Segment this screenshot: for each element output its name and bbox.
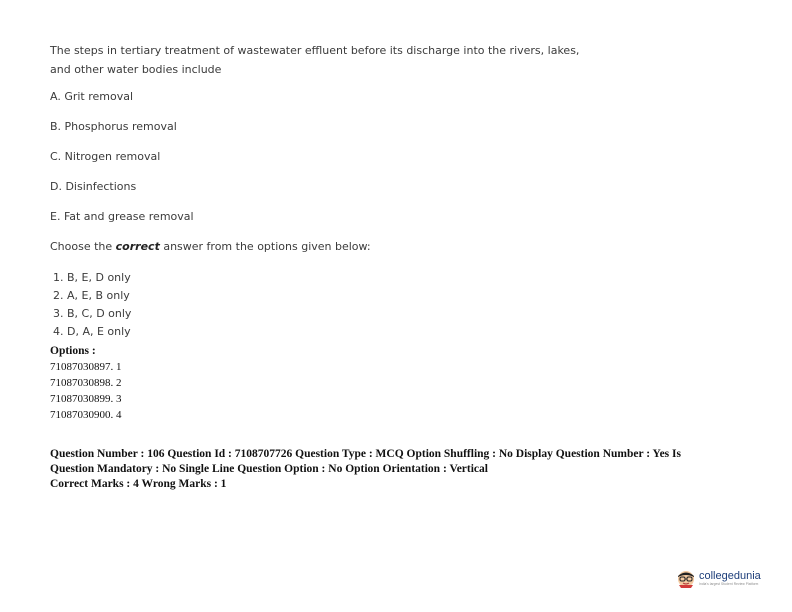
statement-b: B. Phosphorus removal [50, 120, 177, 133]
question-meta [50, 447, 750, 476]
answer-3: 3. B, C, D only [53, 307, 132, 320]
answer-1: 1. B, E, D only [53, 271, 131, 284]
collegedunia-logo [676, 565, 772, 591]
logo-name: collegedunia [699, 570, 761, 582]
answer-4: 4. D, A, E only [53, 325, 131, 338]
meta-line-1: Question Number : 106 Question Id : 7108707726 Question Type : MCQ Option Shuffling : No Display Question Number : Yes Is [50, 448, 681, 460]
choose-prefix: Choose the [50, 240, 116, 253]
question-line-2: and other water bodies include [50, 63, 222, 76]
statement-c: C. Nitrogen removal [50, 150, 161, 163]
statement-e: E. Fat and grease removal [50, 210, 194, 223]
meta-line-2: Question Mandatory : No Single Line Question Option : No Option Orientation : Vertical [50, 462, 488, 475]
statement-d: D. Disinfections [50, 180, 137, 193]
logo-tagline: India's largest Student Review Platform [699, 582, 759, 586]
question-text [50, 41, 650, 79]
choose-suffix: answer from the options given below: [159, 240, 371, 253]
marks-line: Correct Marks : 4 Wrong Marks : 1 [50, 478, 227, 490]
choose-instruction [50, 240, 371, 253]
statement-a: A. Grit removal [50, 90, 134, 103]
question-line-1: The steps in tertiary treatment of wastewater effluent before its discharge into the rivers, lakes, [50, 44, 580, 57]
option-item-4: 71087030900. 4 [50, 409, 122, 421]
choose-bold: correct [115, 240, 160, 253]
student-mascot-icon [676, 568, 696, 588]
option-item-1: 71087030897. 1 [50, 361, 122, 373]
option-item-3: 71087030899. 3 [50, 393, 122, 405]
option-item-2: 71087030898. 2 [50, 377, 122, 389]
options-title: Options : [50, 345, 96, 357]
answer-2: 2. A, E, B only [53, 289, 130, 302]
